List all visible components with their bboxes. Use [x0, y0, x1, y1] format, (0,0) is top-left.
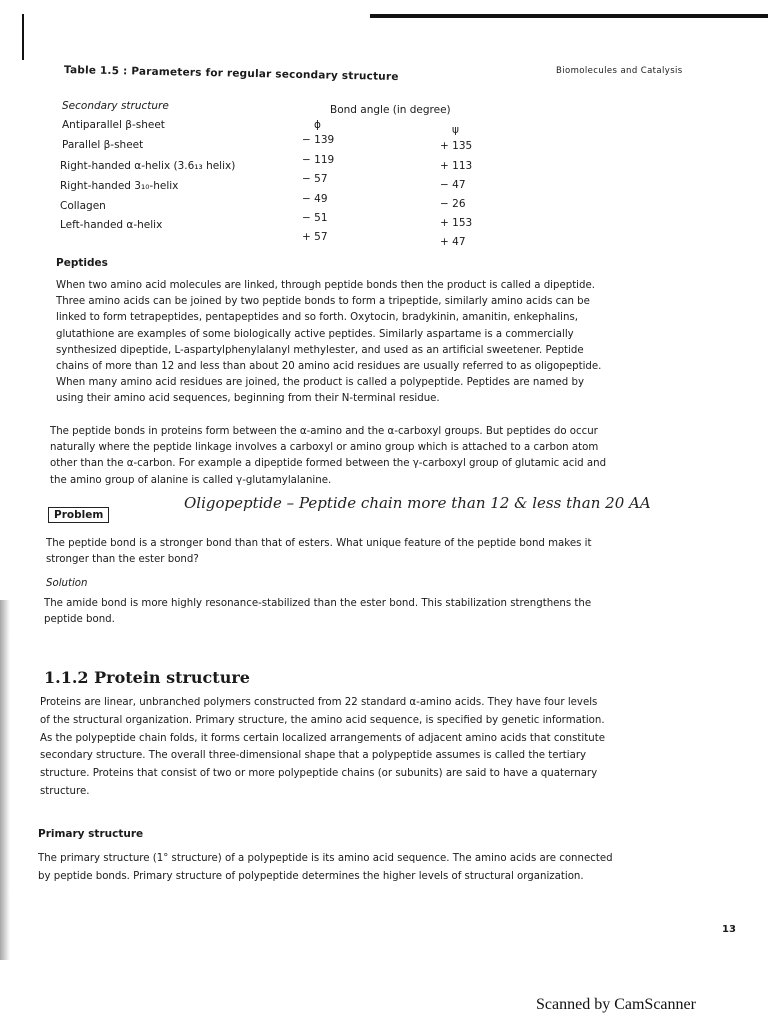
table-row-name: Parallel β-sheet [62, 139, 144, 151]
table-phi-value: − 139 [302, 134, 335, 146]
solution-label: Solution [46, 578, 88, 589]
text-line: secondary structure. The overall three-dimensional shape that a polypeptide assumes is called the tertiary [40, 750, 587, 762]
table-title: Table 1.5 : Parameters for regular secondary structure [63, 64, 399, 84]
scan-edge-line [370, 14, 768, 18]
page-fold-shadow [0, 600, 10, 960]
text-line: using their amino acid sequences, beginning from their N-terminal residue. [56, 393, 440, 405]
text-line: stronger than the ester bond? [46, 554, 199, 566]
primary-structure-paragraph [38, 850, 734, 886]
table-row-name: Left-handed α-helix [60, 219, 163, 231]
text-line: As the polypeptide chain folds, it forms certain localized arrangements of adjacent amino acids that constitute [40, 732, 605, 744]
text-line: linked to form tetrapeptides, pentapeptides and so forth. Oxytocin, bradykinin, amanitin, enkephalins, [56, 312, 578, 324]
text-line: structure. Proteins that consist of two or more polypeptide chains (or subunits) are said to have a quaternary [40, 768, 598, 780]
running-head: Biomolecules and Catalysis [556, 66, 683, 76]
table-psi-value: + 135 [440, 140, 473, 152]
section-heading: 1.1.2 Protein structure [44, 668, 250, 687]
table-psi-value: − 47 [440, 179, 466, 191]
peptides-paragraph-2 [50, 424, 716, 489]
text-line: When two amino acid molecules are linked, through peptide bonds then the product is called a dipeptide. [56, 280, 595, 291]
table-row-name: Right-handed 3₁₀-helix [60, 180, 179, 192]
text-line: synthesized dipeptide, L-aspartylphenylalanyl methylester, and used as an artificial sweetener. Peptide [56, 344, 584, 356]
text-line: other than the α-carbon. For example a dipeptide formed between the γ-carboxyl group of glutamic acid and [50, 458, 607, 470]
table-row-name: Collagen [60, 200, 106, 212]
text-line: by peptide bonds. Primary structure of polypeptide determines the higher levels of structural organization. [38, 871, 584, 882]
table-phi-value: − 49 [302, 193, 328, 205]
table-psi-value: − 26 [440, 198, 466, 210]
text-line: Three amino acids can be joined by two peptide bonds to form a tripeptide, similarly amino acids can be [56, 296, 590, 308]
problem-question [46, 536, 722, 568]
primary-structure-heading: Primary structure [38, 828, 144, 840]
table-phi-value: + 57 [302, 231, 328, 243]
scan-edge-vertical [22, 14, 24, 60]
peptides-heading: Peptides [56, 257, 108, 269]
text-line: The peptide bonds in proteins form between the α-amino and the α-carboxyl groups. But peptides do occur [50, 426, 598, 437]
table-psi-value: + 153 [440, 217, 473, 229]
table-phi-value: − 57 [302, 173, 328, 185]
table-row-name: Antiparallel β-sheet [62, 119, 165, 131]
table-col2-header: Bond angle (in degree) [330, 104, 451, 116]
peptides-paragraph-1 [56, 278, 712, 408]
table-phi-value: − 51 [302, 212, 328, 224]
table-psi-value: + 113 [440, 160, 473, 172]
page-number: 13 [722, 924, 736, 935]
text-line: the amino group of alanine is called γ-glutamylalanine. [50, 474, 332, 486]
text-line: of the structural organization. Primary structure, the amino acid sequence, is specified by genetic information. [40, 714, 605, 726]
text-line: peptide bond. [44, 614, 115, 626]
table-phi-value: − 119 [302, 154, 335, 166]
text-line: glutathione are examples of some biologically active peptides. Similarly aspartame is a commercially [56, 328, 574, 340]
text-line: Proteins are linear, unbranched polymers constructed from 22 standard α-amino acids. They have four levels [40, 697, 598, 708]
text-line: When many amino acid residues are joined, the product is called a polypeptide. Peptides are named by [56, 377, 585, 389]
text-line: structure. [40, 785, 90, 797]
text-line: The amide bond is more highly resonance-stabilized than the ester bond. This stabilization strengthens the [44, 598, 592, 609]
problem-label: Problem [48, 507, 109, 523]
scanner-watermark: Scanned by CamScanner [536, 996, 696, 1013]
table-psi-value: + 47 [440, 236, 466, 248]
table-col1-header: Secondary structure [62, 100, 169, 112]
text-line: The peptide bond is a stronger bond than that of esters. What unique feature of the peptide bond makes it [46, 538, 592, 549]
phi-symbol: ϕ [314, 119, 321, 131]
text-line: chains of more than 12 and less than about 20 amino acid residues are usually referred to as oligopeptide. [56, 361, 602, 373]
text-line: The primary structure (1° structure) of a polypeptide is its amino acid sequence. The amino acids are connected [38, 853, 613, 864]
protein-structure-paragraph [40, 694, 730, 801]
psi-symbol: ψ [452, 124, 459, 136]
text-line: naturally where the peptide linkage involves a carboxyl or amino group which is attached to a carbon atom [50, 442, 599, 454]
handwritten-note: Oligopeptide – Peptide chain more than 12 & less than 20 AA [184, 494, 651, 512]
problem-answer [44, 596, 724, 628]
table-row-name: Right-handed α-helix (3.6₁₃ helix) [60, 160, 236, 172]
